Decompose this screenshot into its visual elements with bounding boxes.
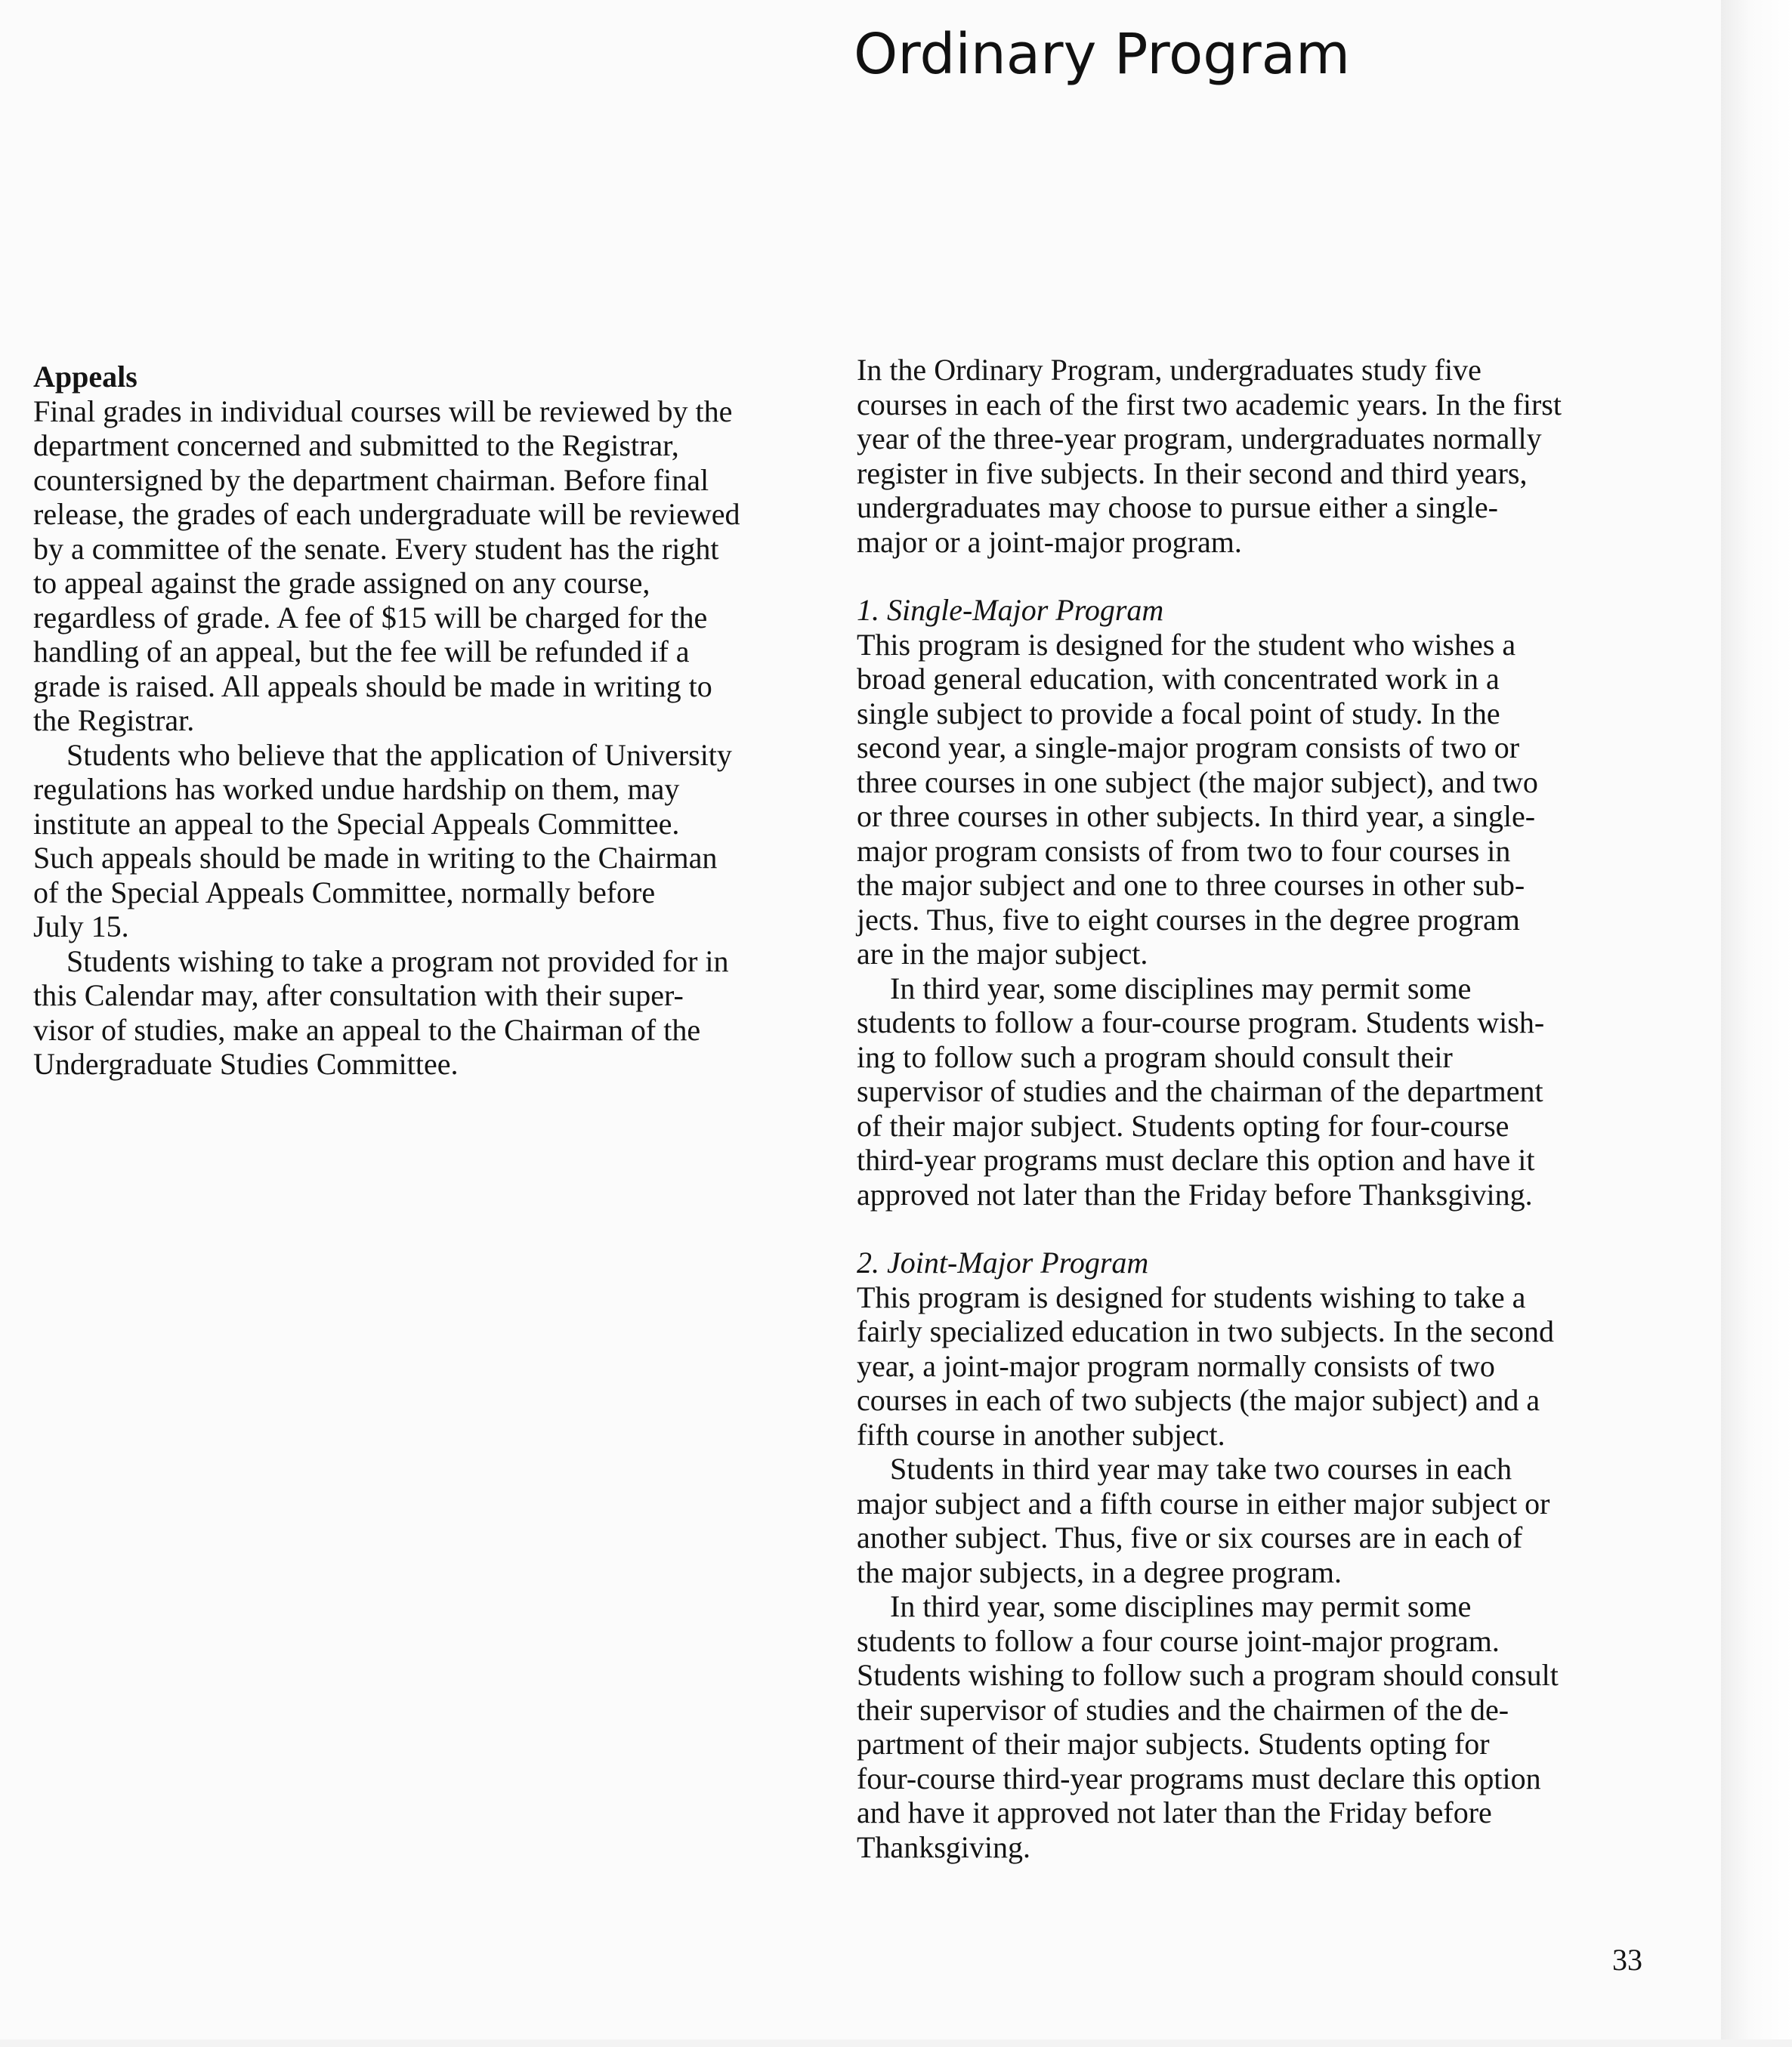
- text-line: This program is designed for students wishing to take a: [857, 1280, 1526, 1314]
- text-line: jects. Thus, five to eight courses in the degree program: [857, 902, 1520, 937]
- joint-major-heading: 2. Joint-Major Program: [857, 1246, 1149, 1280]
- page-title: Ordinary Program: [854, 22, 1351, 87]
- text-line: approved not later than the Friday before Thanksgiving.: [857, 1177, 1533, 1212]
- text-line: of the Special Appeals Committee, normally before: [33, 875, 656, 909]
- text-line: grade is raised. All appeals should be made in writing to: [33, 668, 712, 703]
- text-line: In third year, some disciplines may permit some: [890, 971, 1472, 1005]
- text-line: year, a joint-major program normally consists of two: [857, 1348, 1495, 1383]
- text-line: countersigned by the department chairman. Before final: [33, 462, 709, 497]
- page-bottom-edge: [0, 2039, 1792, 2047]
- page-edge-shadow: [1721, 0, 1792, 2047]
- text-line: third-year programs must declare this option and have it: [857, 1143, 1535, 1177]
- appeals-heading: Appeals: [33, 360, 137, 394]
- text-line: courses in each of two subjects (the major subject) and a: [857, 1383, 1540, 1417]
- text-line: and have it approved not later than the Friday before: [857, 1795, 1492, 1829]
- text-line: major program consists of from two to four courses in: [857, 833, 1511, 868]
- text-line: year of the three-year program, undergraduates normally: [857, 421, 1542, 455]
- single-major-heading: 1. Single-Major Program: [857, 593, 1164, 627]
- text-line: regulations has worked undue hardship on them, may: [33, 772, 680, 806]
- text-line: Undergraduate Studies Committee.: [33, 1047, 459, 1081]
- section-spacer: [857, 1212, 1642, 1246]
- text-line: broad general education, with concentrated work in a: [857, 662, 1500, 696]
- text-line: this Calendar may, after consultation with their super-: [33, 978, 684, 1012]
- text-line: three courses in one subject (the major subject), and two: [857, 764, 1538, 799]
- text-line: ing to follow such a program should consult their: [857, 1039, 1453, 1074]
- text-line: Such appeals should be made in writing to the Chairman: [33, 841, 718, 875]
- page-number: 33: [1612, 1943, 1642, 1977]
- text-line: Final grades in individual courses will be reviewed by the: [33, 394, 733, 428]
- left-column: [33, 360, 834, 1082]
- text-line: courses in each of the first two academic years. In the first: [857, 387, 1562, 421]
- text-line: Thanksgiving.: [857, 1829, 1030, 1864]
- text-line: This program is designed for the student who wishes a: [857, 627, 1516, 662]
- text-line: the major subject and one to three courses in other sub-: [857, 868, 1525, 902]
- text-line: fairly specialized education in two subjects. In the second: [857, 1314, 1555, 1348]
- section-spacer: [857, 559, 1642, 593]
- text-line: regardless of grade. A fee of $15 will be charged for the: [33, 600, 708, 634]
- text-line: four-course third-year programs must declare this option: [857, 1761, 1541, 1795]
- text-line: release, the grades of each undergraduate will be reviewed: [33, 497, 740, 531]
- text-line: In third year, some disciplines may permit some: [890, 1589, 1472, 1623]
- text-line: major subject and a fifth course in either major subject or: [857, 1486, 1550, 1521]
- text-line: the Registrar.: [33, 703, 195, 737]
- text-line: students to follow a four course joint-major program.: [857, 1623, 1500, 1658]
- text-line: their supervisor of studies and the chairmen of the de-: [857, 1692, 1509, 1727]
- text-line: or three courses in other subjects. In third year, a single-: [857, 799, 1536, 833]
- text-line: Students in third year may take two courses in each: [890, 1452, 1512, 1486]
- text-line: undergraduates may choose to pursue either a single-: [857, 490, 1498, 524]
- text-line: the major subjects, in a degree program.: [857, 1555, 1342, 1589]
- text-line: Students who believe that the application of University: [66, 737, 732, 772]
- text-line: are in the major subject.: [857, 937, 1148, 971]
- text-line: fifth course in another subject.: [857, 1417, 1225, 1452]
- text-line: In the Ordinary Program, undergraduates study five: [857, 353, 1481, 387]
- text-line: handling of an appeal, but the fee will be refunded if a: [33, 634, 690, 668]
- text-line: Students wishing to take a program not provided for in: [66, 943, 729, 978]
- text-line: register in five subjects. In their second and third years,: [857, 455, 1528, 490]
- text-line: department concerned and submitted to the Registrar,: [33, 428, 679, 462]
- text-line: supervisor of studies and the chairman of the department: [857, 1074, 1543, 1108]
- text-line: by a committee of the senate. Every student has the right: [33, 531, 719, 566]
- text-line: of their major subject. Students opting for four-course: [857, 1108, 1509, 1143]
- text-line: another subject. Thus, five or six courses are in each of: [857, 1521, 1523, 1555]
- text-line: major or a joint-major program.: [857, 524, 1242, 559]
- text-line: Students wishing to follow such a program should consult: [857, 1658, 1559, 1692]
- text-line: July 15.: [33, 909, 129, 943]
- text-line: partment of their major subjects. Students opting for: [857, 1727, 1490, 1761]
- text-line: students to follow a four-course program. Students wish-: [857, 1005, 1545, 1039]
- text-line: to appeal against the grade assigned on any course,: [33, 566, 650, 600]
- text-line: single subject to provide a focal point of study. In the: [857, 696, 1500, 730]
- text-line: institute an appeal to the Special Appeals Committee.: [33, 806, 680, 841]
- text-line: second year, a single-major program consists of two or: [857, 730, 1520, 764]
- right-column: [857, 353, 1642, 1864]
- text-line: visor of studies, make an appeal to the Chairman of the: [33, 1012, 701, 1047]
